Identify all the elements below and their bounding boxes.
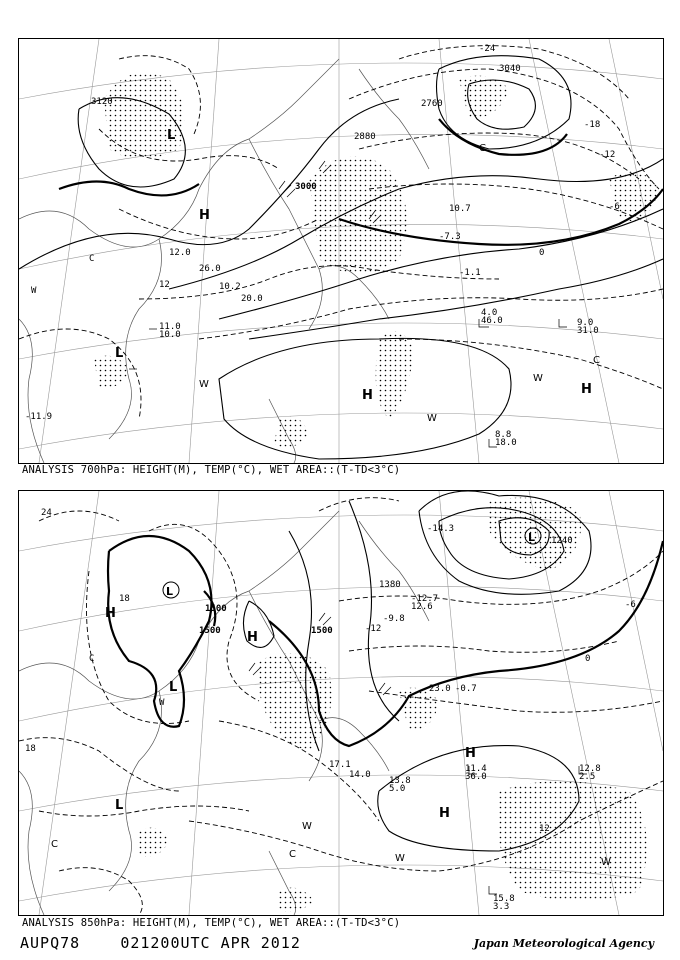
cold-marker-c: C: [89, 654, 95, 664]
high-center-2: H: [247, 630, 258, 645]
high-center-3: H: [465, 746, 476, 761]
station-value-7: 2.5: [579, 772, 596, 782]
station-value-8: 18.0: [495, 438, 517, 448]
chart-code: AUPQ78: [20, 934, 81, 952]
cold-marker-2: C: [51, 839, 58, 850]
station-value-0: -14.3: [427, 524, 455, 534]
wet-areas: [139, 498, 647, 912]
low-center-1: L: [166, 585, 174, 598]
map-700hpa: [18, 38, 664, 464]
station-value-14: 10.7: [449, 204, 471, 214]
warm-marker-w: W: [31, 286, 37, 296]
height-label-3000: 3000: [295, 182, 317, 192]
station-value-11: 3.3: [493, 902, 510, 912]
high-center-1: H: [105, 606, 116, 621]
isotherm-label-minus12: -12: [599, 150, 616, 160]
isotherm-label-0: 0: [585, 654, 591, 664]
analysis-timestamp: 021200UTC APR 2012: [120, 934, 301, 952]
isotherm-label-18-a: 18: [119, 594, 130, 604]
warm-marker-w: W: [159, 698, 165, 708]
agency-credit: Japan Meteorological Agency: [473, 937, 654, 950]
height-label-2760: 2760: [421, 99, 443, 109]
height-label-1240: 1240: [551, 536, 573, 546]
station-value-3: 4.0: [481, 308, 498, 318]
cold-marker-c: C: [89, 254, 95, 264]
station-value-9: 5.0: [389, 784, 406, 794]
station-value-13: 14.0: [349, 770, 371, 780]
low-center-2: L: [169, 680, 178, 695]
station-value-1: -7.3: [439, 232, 461, 242]
station-value-5: 36.0: [465, 772, 487, 782]
low-center-2: L: [115, 346, 124, 361]
height-label-1500-b: 1500: [199, 626, 221, 636]
station-value-14: 23.0: [429, 684, 451, 694]
height-label-3040: 3040: [499, 64, 521, 74]
isotherm-label-24-a: 24: [41, 508, 52, 518]
cold-marker-2: C: [593, 355, 600, 366]
height-label-1500-c: 1500: [311, 626, 333, 636]
station-value-2: -1.1: [459, 268, 481, 278]
low-center-1: L: [167, 128, 176, 143]
low-center-3: L: [528, 531, 536, 544]
cold-marker-1: C: [479, 143, 486, 154]
warm-marker-3: W: [601, 857, 611, 868]
high-center-4: H: [439, 806, 450, 821]
station-value-12: 17.1: [329, 760, 351, 770]
station-value-12: 26.0: [199, 264, 221, 274]
station-value-4: 46.0: [481, 316, 503, 326]
station-value-6: 31.0: [577, 326, 599, 336]
height-label-1500-a: 1500: [205, 604, 227, 614]
station-value-8: 13.8: [389, 776, 411, 786]
caption-850hpa: ANALYSIS 850hPa: HEIGHT(M), TEMP(°C), WET AREA::(T-TD<3°C): [22, 917, 401, 929]
isotherm-label-minus12: -12: [365, 624, 382, 634]
isotherm-label-18-b: 18: [25, 744, 36, 754]
station-value-4: 11.4: [465, 764, 487, 774]
high-center-2: H: [362, 388, 373, 403]
map-850hpa-svg: [19, 491, 663, 915]
isotherm-label-minus24: -24: [479, 44, 496, 54]
station-value-1: -12.7: [411, 594, 439, 604]
height-label-2880: 2880: [354, 132, 376, 142]
station-value-10: 15.8: [493, 894, 515, 904]
station-value-3: -9.8: [383, 614, 405, 624]
coastlines: [19, 511, 429, 915]
high-center-3: H: [581, 382, 592, 397]
station-value-10: 10.0: [159, 330, 181, 340]
station-value-0: -11.9: [25, 412, 53, 422]
station-value-15: -0.7: [455, 684, 477, 694]
height-label-1380: 1380: [379, 580, 401, 590]
isotherm-label-0: 0: [539, 248, 545, 258]
station-value-7: 8.8: [495, 430, 512, 440]
station-value-15: 20.0: [241, 294, 263, 304]
isotherm-label-12: 12: [159, 280, 170, 290]
cold-marker-1: C: [289, 849, 296, 860]
map-850hpa: [18, 490, 664, 916]
isotherm-label-minus6: -6: [609, 202, 620, 212]
chart-identifier: [20, 934, 301, 952]
warm-marker-1: W: [302, 821, 312, 832]
map-700hpa-svg: [19, 39, 663, 463]
station-value-11: 12.0: [169, 248, 191, 258]
low-center-4: L: [115, 798, 124, 813]
caption-700hpa: ANALYSIS 700hPa: HEIGHT(M), TEMP(°C), WET AREA::(T-TD<3°C): [22, 464, 401, 476]
station-value-6: 12.8: [579, 764, 601, 774]
isotherm-label-12: 12: [539, 824, 550, 834]
isotherm-label-minus6: -6: [625, 600, 636, 610]
station-value-2: 12.6: [411, 602, 433, 612]
height-label-3120: 3120: [91, 97, 113, 107]
warm-marker-2: W: [427, 413, 437, 424]
isotherm-label-minus18: -18: [584, 120, 601, 130]
height-contour-bold: [108, 536, 663, 746]
station-value-9: 11.0: [159, 322, 181, 332]
warm-marker-1: W: [199, 379, 209, 390]
warm-marker-2: W: [395, 853, 405, 864]
high-center-1: H: [199, 208, 210, 223]
station-value-13: 10.2: [219, 282, 241, 292]
station-value-5: 9.0: [577, 318, 594, 328]
warm-marker-3: W: [533, 373, 543, 384]
